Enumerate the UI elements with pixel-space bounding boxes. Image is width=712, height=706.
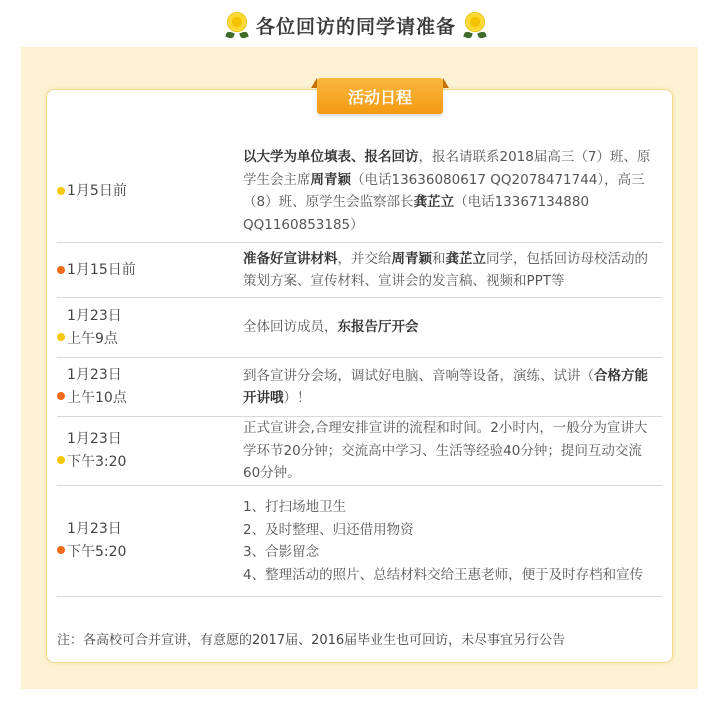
body-text: ）！ xyxy=(283,390,311,406)
bullet-dot-icon xyxy=(57,546,65,554)
chrysanthemum-icon xyxy=(464,12,486,38)
page-title: 各位回访的同学请准备 xyxy=(255,15,456,38)
page-header xyxy=(0,8,712,42)
schedule-description xyxy=(235,486,662,596)
body-text: 正式宣讲会,合理安排宣讲的流程和时间。2小时内，一般分为宣讲大学环节20分钟；交流高中学习、生活等经验40分钟；提问互动交流60分钟。 xyxy=(243,420,648,482)
body-text: 同学，包括回访母校活动的策划方案、宣传材料、宣讲会的发言稿、视频和PPT等 xyxy=(243,250,648,289)
emphasis-text: 准备好宣讲材料 xyxy=(243,250,338,267)
emphasis-text: 周青颖 xyxy=(310,171,351,188)
schedule-date-day: 1月23日 xyxy=(67,431,122,447)
schedule-description xyxy=(235,298,662,357)
schedule-date-day: 1月23日 xyxy=(67,307,122,324)
schedule-date xyxy=(57,298,235,357)
task-line: 3、合影留念 xyxy=(243,544,320,560)
schedule-date-day: 1月15日前 xyxy=(67,261,136,278)
schedule-row xyxy=(57,298,662,358)
task-line: 1、打扫场地卫生 xyxy=(243,499,347,515)
body-text: （电话13636080617 QQ2078471744），高三（8）班、原学生会监察部长 xyxy=(243,171,645,210)
schedule-row xyxy=(57,140,662,243)
schedule-date xyxy=(57,243,235,297)
schedule-date-time: 下午3:20 xyxy=(67,454,127,470)
bullet-dot-icon xyxy=(57,456,65,464)
schedule-date xyxy=(57,486,235,596)
footer-note: 注：各高校可合并宣讲，有意愿的2017届、2016届毕业生也可回访，未尽事宜另行公告 xyxy=(57,633,566,648)
schedule-row xyxy=(57,486,662,597)
schedule-description xyxy=(235,358,662,416)
schedule-date xyxy=(57,140,235,242)
bullet-dot-icon xyxy=(57,266,65,274)
schedule-description xyxy=(235,243,662,297)
body-text: 到各宣讲分会场，调试好电脑、音响等设备，演练、试讲（ xyxy=(243,367,594,384)
schedule-date-day: 1月23日 xyxy=(67,521,122,537)
schedule-description xyxy=(235,140,662,242)
task-line: 2、及时整理、归还借用物资 xyxy=(243,521,414,538)
schedule-row xyxy=(57,417,662,486)
body-text: （电话13367134880 QQ1160853185） xyxy=(243,194,590,233)
schedule-date xyxy=(57,417,235,485)
bullet-dot-icon xyxy=(57,392,65,400)
chrysanthemum-icon xyxy=(226,12,248,38)
schedule-date-day: 1月5日前 xyxy=(67,182,127,199)
emphasis-text: 周青颖 xyxy=(391,250,432,267)
emphasis-text: 以大学为单位填表、报名回访 xyxy=(243,149,419,165)
schedule-tab: 活动日程 xyxy=(317,78,443,114)
body-text: 和 xyxy=(432,250,446,267)
schedule-date-time: 上午10点 xyxy=(67,390,127,406)
schedule-date-day: 1月23日 xyxy=(67,367,122,383)
schedule-panel xyxy=(21,47,698,689)
bullet-dot-icon xyxy=(57,187,65,195)
schedule-row xyxy=(57,358,662,417)
body-text: 全体回访成员， xyxy=(243,319,338,336)
schedule-date-time: 下午5:20 xyxy=(67,544,127,560)
schedule-row xyxy=(57,243,662,298)
emphasis-text: 东报告厅开会 xyxy=(337,319,419,336)
schedule-description xyxy=(235,417,662,485)
emphasis-text: 龚芷立 xyxy=(445,250,486,267)
task-line: 4、整理活动的照片、总结材料交给王惠老师，便于及时存档和宣传 xyxy=(243,566,644,583)
body-text: ，报名请联系2018届高三（7）班、原学生会主席 xyxy=(243,149,651,188)
schedule-card xyxy=(46,89,673,663)
body-text: ，并交给 xyxy=(337,250,392,267)
schedule-date xyxy=(57,358,235,416)
bullet-dot-icon xyxy=(57,333,65,341)
emphasis-text: 合格方能开讲哦 xyxy=(243,367,648,406)
schedule-date-time: 上午9点 xyxy=(67,330,118,347)
emphasis-text: 龚芷立 xyxy=(413,194,455,210)
schedule-table xyxy=(57,140,662,597)
